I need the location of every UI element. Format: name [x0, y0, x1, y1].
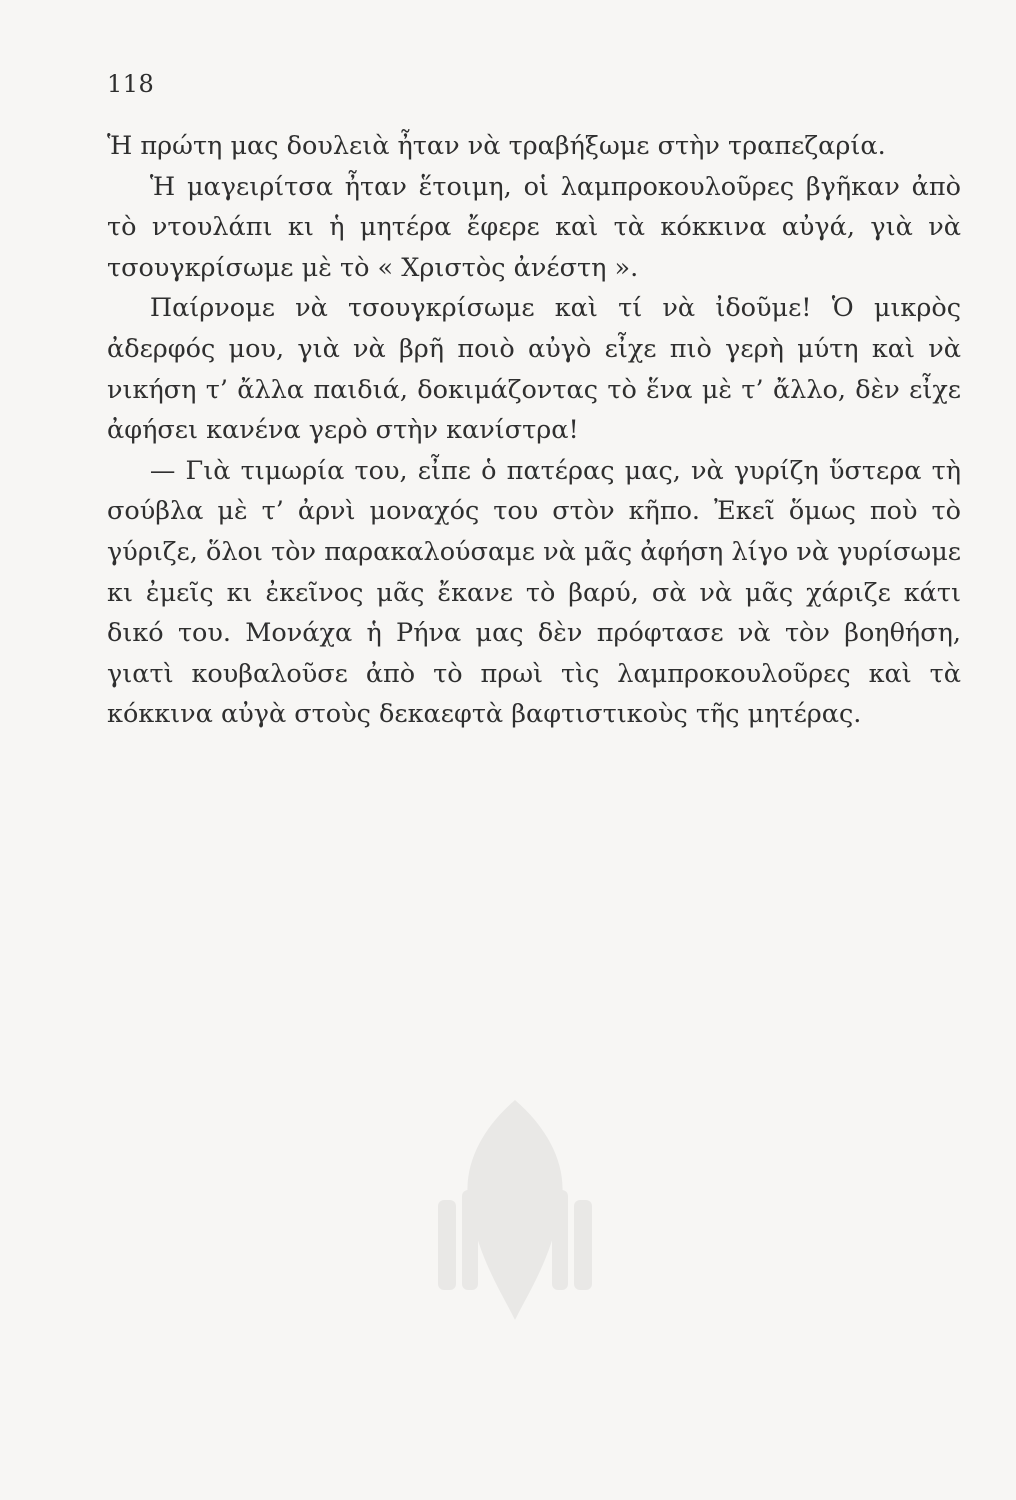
paragraph-4: — Γιὰ τιμωρία του, εἶπε ὁ πατέρας μας, νὰ γυρίζη ὕστερα τὴ σούβλα μὲ τ’ ἀρνὶ μοναχός του στὸν κῆπο. Ἐκεῖ ὅμως ποὺ τὸ γύριζε, ὅλοι τὸν παρακαλούσαμε νὰ μᾶς ἀφήση λίγο νὰ γυρίσωμε κι ἐμεῖς κι ἐκεῖνος μᾶς ἔκανε τὸ βαρύ, σὰ νὰ μᾶς χάριζε κάτι δικό του. Μονάχα ἡ Ρήνα μας δὲν πρόφτασε νὰ τὸν βοηθήση, γιατὶ κουβαλοῦσε ἀπὸ τὸ πρωὶ τὶς λαμπροκουλοῦρες καὶ τὰ κόκκινα αὐγὰ στοὺς δεκαεφτὰ βαφτιστικοὺς τῆς μητέρας. — [107, 455, 961, 730]
paragraph-3: Παίρνομε νὰ τσουγκρίσωμε καὶ τί νὰ ἰδοῦμε! Ὁ μικρὸς ἀδερφός μου, γιὰ νὰ βρῆ ποιὸ αὐγὸ εἶχε πιὸ γερὴ μύτη καὶ νὰ νικήση τ’ ἄλλα παιδιά, δοκιμάζοντας τὸ ἕνα μὲ τ’ ἄλλο, δὲν εἶχε ἀφήσει κανένα γερὸ στὴν κανίστρα! — [107, 293, 961, 446]
paragraph-1: Ἡ πρώτη μας δουλειὰ ἦταν νὰ τραβήξωμε στὴν τραπεζαρία. — [107, 131, 886, 161]
page-number: 118 — [107, 70, 155, 98]
bleed-through-illustration — [420, 1090, 610, 1330]
paragraph-2: Ἡ μαγειρίτσα ἦταν ἕτοιμη, οἱ λαμπροκουλοῦρες βγῆκαν ἀπὸ τὸ ντουλάπι κι ἡ μητέρα ἔφερε καὶ τὰ κόκκινα αὐγά, γιὰ νὰ τσουγκρίσωμε μὲ τὸ « Χριστὸς ἀνέστη ». — [107, 171, 961, 283]
body-text — [107, 126, 961, 735]
